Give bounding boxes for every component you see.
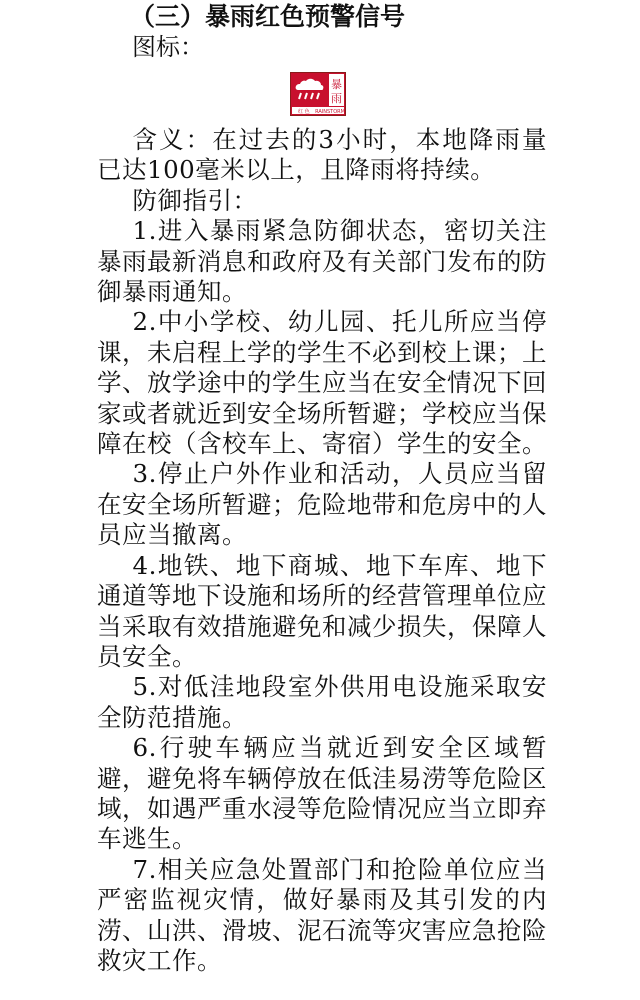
guideline-item-3: 3.停止户外作业和活动，人员应当留在安全场所暂避；危险地带和危房中的人员应当撤离。: [97, 459, 547, 550]
guideline-item-4: 4.地铁、地下商城、地下车库、地下通道等地下设施和场所的经营管理单位应当采取有效措施避免和减少损失，保障人员安全。: [97, 550, 547, 671]
signal-text-right: RAINSTORM: [315, 109, 345, 115]
rainstorm-red-warning-icon: [290, 72, 346, 116]
guideline-item-2: 2.中小学校、幼儿园、托儿所应当停课，未启程上学的学生不必到校上课；上学、放学途中的学生应当在安全情况下回家或者就近到安全场所暂避；学校应当保障在校（含校车上、寄宿）学生的安全。: [97, 307, 547, 459]
body-text: [97, 125, 547, 976]
section-title: （三）暴雨红色预警信号: [130, 2, 406, 31]
guideline-item-6: 6.行驶车辆应当就近到安全区域暂避，避免将车辆停放在低洼易涝等危险区域，如遇严重水浸等危险情况应当立即弃车逃生。: [97, 733, 547, 854]
signal-text-left: 红 色: [298, 109, 310, 115]
signal-char-top: 暴: [331, 78, 342, 91]
guideline-item-7: 7.相关应急处置部门和抢险单位应当严密监视灾情，做好暴雨及其引发的内涝、山洪、滑坡、泥石流等灾害应急抢险救灾工作。: [97, 854, 547, 975]
signal-char-bottom: 雨: [331, 92, 342, 105]
meaning-paragraph: 含义：在过去的3小时，本地降雨量已达100毫米以上，且降雨将持续。: [97, 125, 547, 185]
guideline-item-1: 1.进入暴雨紧急防御状态，密切关注暴雨最新消息和政府及有关部门发布的防御暴雨通知。: [97, 216, 547, 307]
icon-label: 图标：: [132, 33, 204, 61]
guideline-item-5: 5.对低洼地段室外供用电设施采取安全防范措施。: [97, 672, 547, 732]
defense-guide-heading: 防御指引：: [132, 185, 258, 215]
